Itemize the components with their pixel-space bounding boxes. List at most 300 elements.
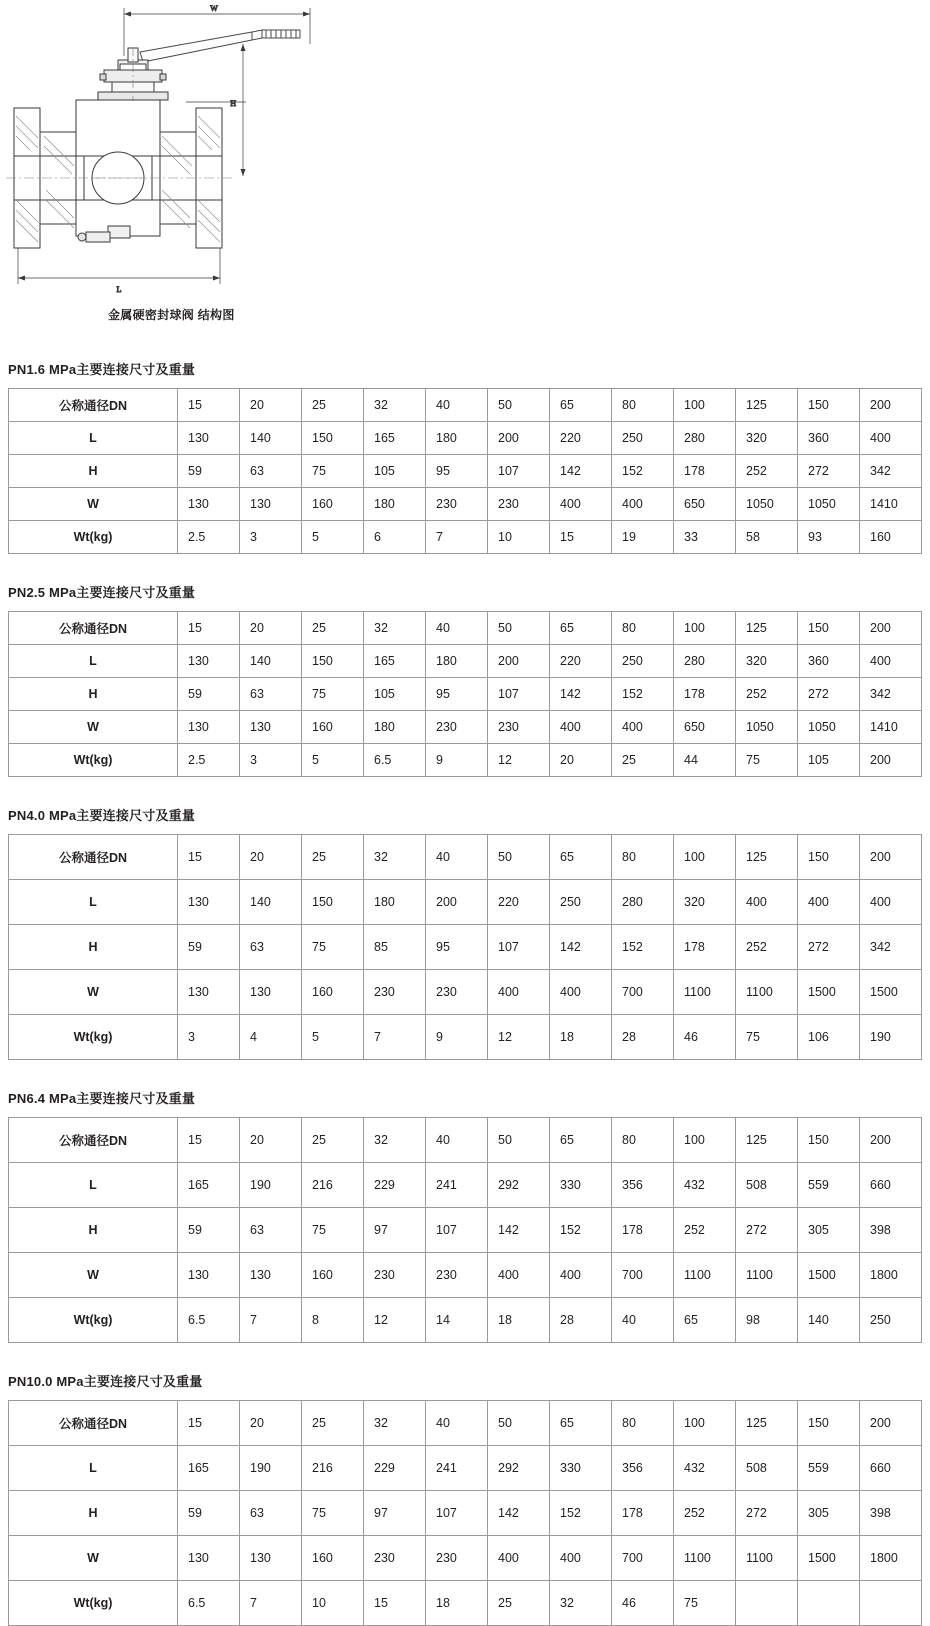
cell: 20 (240, 835, 302, 880)
row-label: W (9, 1536, 178, 1581)
row-label: W (9, 711, 178, 744)
table-row (9, 521, 922, 554)
cell: 140 (798, 1298, 860, 1343)
cell: 400 (860, 645, 922, 678)
cell: 32 (364, 1118, 426, 1163)
row-label: Wt(kg) (9, 744, 178, 777)
cell: 59 (178, 925, 240, 970)
cell: 1050 (736, 711, 798, 744)
cell: 65 (550, 835, 612, 880)
table-row (9, 645, 922, 678)
cell: 280 (612, 880, 674, 925)
cell: 40 (612, 1298, 674, 1343)
cell: 10 (302, 1581, 364, 1626)
cell: 40 (426, 389, 488, 422)
dimension-label-l: L (116, 285, 122, 294)
table-row (9, 925, 922, 970)
cell: 252 (736, 925, 798, 970)
cell: 272 (798, 455, 860, 488)
row-label: W (9, 488, 178, 521)
cell: 292 (488, 1163, 550, 1208)
cell: 200 (860, 612, 922, 645)
cell: 65 (550, 1401, 612, 1446)
cell: 200 (860, 835, 922, 880)
cell: 400 (550, 970, 612, 1015)
cell: 80 (612, 389, 674, 422)
cell: 200 (860, 1401, 922, 1446)
ball-valve-structure-drawing (0, 4, 400, 304)
cell: 1100 (736, 1536, 798, 1581)
cell: 320 (674, 880, 736, 925)
cell: 25 (302, 1401, 364, 1446)
cell: 20 (240, 389, 302, 422)
cell: 180 (364, 880, 426, 925)
cell: 200 (860, 389, 922, 422)
cell: 97 (364, 1491, 426, 1536)
cell: 559 (798, 1163, 860, 1208)
cell: 200 (426, 880, 488, 925)
cell: 160 (302, 970, 364, 1015)
cell: 400 (612, 711, 674, 744)
cell: 3 (240, 521, 302, 554)
cell: 178 (612, 1208, 674, 1253)
cell: 10 (488, 521, 550, 554)
cell: 46 (674, 1015, 736, 1060)
cell: 200 (860, 744, 922, 777)
table-row (9, 1581, 922, 1626)
cell: 150 (302, 645, 364, 678)
cell: 15 (364, 1581, 426, 1626)
cell: 142 (550, 925, 612, 970)
cell: 432 (674, 1163, 736, 1208)
cell: 50 (488, 389, 550, 422)
cell: 75 (736, 744, 798, 777)
cell (860, 1581, 922, 1626)
cell: 230 (426, 488, 488, 521)
cell: 230 (364, 1253, 426, 1298)
cell: 508 (736, 1446, 798, 1491)
cell: 130 (240, 711, 302, 744)
table-row (9, 880, 922, 925)
cell: 660 (860, 1446, 922, 1491)
dimension-label-h: H (230, 99, 236, 108)
cell: 142 (550, 678, 612, 711)
cell: 305 (798, 1208, 860, 1253)
cell: 400 (550, 488, 612, 521)
cell: 20 (240, 1401, 302, 1446)
cell: 1500 (860, 970, 922, 1015)
cell: 105 (798, 744, 860, 777)
table-row (9, 488, 922, 521)
valve-body (14, 100, 222, 248)
cell: 58 (736, 521, 798, 554)
cell: 241 (426, 1163, 488, 1208)
cell: 107 (488, 455, 550, 488)
cell: 252 (736, 455, 798, 488)
section-title-pn1-6: PN1.6 MPa主要连接尺寸及重量 (8, 362, 196, 377)
cell: 272 (798, 678, 860, 711)
cell: 80 (612, 1118, 674, 1163)
cell: 130 (178, 488, 240, 521)
row-label: L (9, 1446, 178, 1491)
row-label: Wt(kg) (9, 1298, 178, 1343)
table-row (9, 612, 922, 645)
cell: 330 (550, 1446, 612, 1491)
cell: 229 (364, 1163, 426, 1208)
cell: 1410 (860, 488, 922, 521)
cell: 432 (674, 1446, 736, 1491)
cell: 1050 (736, 488, 798, 521)
cell: 230 (488, 711, 550, 744)
cell: 100 (674, 389, 736, 422)
cell: 400 (612, 488, 674, 521)
cell: 25 (302, 835, 364, 880)
cell: 220 (550, 645, 612, 678)
cell: 12 (488, 744, 550, 777)
cell: 165 (364, 422, 426, 455)
cell: 33 (674, 521, 736, 554)
cell: 15 (178, 835, 240, 880)
figure-caption: 金属硬密封球阀 结构图 (108, 308, 235, 322)
table-row (9, 1163, 922, 1208)
cell: 400 (550, 1253, 612, 1298)
cell: 130 (240, 970, 302, 1015)
cell: 130 (178, 880, 240, 925)
cell: 160 (302, 1536, 364, 1581)
cell: 230 (364, 970, 426, 1015)
cell: 140 (240, 880, 302, 925)
cell: 125 (736, 1401, 798, 1446)
cell: 5 (302, 1015, 364, 1060)
cell: 98 (736, 1298, 798, 1343)
cell: 15 (178, 1118, 240, 1163)
cell: 280 (674, 645, 736, 678)
cell: 220 (488, 880, 550, 925)
section-title-pn6-4: PN6.4 MPa主要连接尺寸及重量 (8, 1091, 196, 1106)
cell: 12 (488, 1015, 550, 1060)
cell: 93 (798, 521, 860, 554)
cell: 216 (302, 1163, 364, 1208)
cell: 100 (674, 1118, 736, 1163)
cell: 15 (178, 612, 240, 645)
table-row (9, 389, 922, 422)
cell: 360 (798, 422, 860, 455)
cell: 1800 (860, 1536, 922, 1581)
cell: 59 (178, 678, 240, 711)
cell: 19 (612, 521, 674, 554)
cell: 40 (426, 1118, 488, 1163)
table-row (9, 835, 922, 880)
cell: 107 (426, 1491, 488, 1536)
cell: 200 (488, 645, 550, 678)
cell: 28 (612, 1015, 674, 1060)
cell: 250 (612, 422, 674, 455)
cell: 125 (736, 1118, 798, 1163)
cell: 80 (612, 612, 674, 645)
row-label: W (9, 970, 178, 1015)
cell: 252 (674, 1208, 736, 1253)
cell: 140 (240, 645, 302, 678)
cell: 63 (240, 925, 302, 970)
table-row (9, 744, 922, 777)
cell: 75 (674, 1581, 736, 1626)
cell: 15 (550, 521, 612, 554)
cell: 178 (612, 1491, 674, 1536)
cell: 75 (302, 1208, 364, 1253)
cell: 272 (736, 1208, 798, 1253)
cell: 342 (860, 455, 922, 488)
cell: 400 (736, 880, 798, 925)
table-row (9, 422, 922, 455)
cell: 40 (426, 1401, 488, 1446)
cell: 150 (798, 835, 860, 880)
cell: 400 (798, 880, 860, 925)
cell: 142 (488, 1208, 550, 1253)
spec-table-pn10-0 (8, 1400, 922, 1626)
cell: 250 (550, 880, 612, 925)
cell: 150 (798, 1401, 860, 1446)
cell: 180 (364, 711, 426, 744)
cell: 1100 (736, 1253, 798, 1298)
cell: 50 (488, 1401, 550, 1446)
cell: 400 (860, 880, 922, 925)
cell: 44 (674, 744, 736, 777)
cell: 160 (302, 488, 364, 521)
table-row (9, 1401, 922, 1446)
cell: 97 (364, 1208, 426, 1253)
row-label: H (9, 1491, 178, 1536)
cell: 230 (426, 970, 488, 1015)
cell: 7 (426, 521, 488, 554)
cell: 130 (178, 970, 240, 1015)
cell: 75 (302, 925, 364, 970)
cell: 1500 (798, 970, 860, 1015)
cell: 125 (736, 612, 798, 645)
valve-drawing-figure (0, 0, 930, 325)
cell: 32 (364, 835, 426, 880)
cell: 8 (302, 1298, 364, 1343)
cell: 125 (736, 389, 798, 422)
cell: 230 (364, 1536, 426, 1581)
row-label: 公称通径DN (9, 1401, 178, 1446)
cell: 342 (860, 925, 922, 970)
cell: 65 (550, 612, 612, 645)
cell: 398 (860, 1208, 922, 1253)
cell: 320 (736, 645, 798, 678)
cell: 130 (178, 645, 240, 678)
cell: 32 (550, 1581, 612, 1626)
table-row (9, 678, 922, 711)
cell: 18 (550, 1015, 612, 1060)
row-label: 公称通径DN (9, 1118, 178, 1163)
cell: 200 (860, 1118, 922, 1163)
cell: 190 (860, 1015, 922, 1060)
cell: 20 (550, 744, 612, 777)
cell: 80 (612, 1401, 674, 1446)
cell: 95 (426, 925, 488, 970)
cell: 63 (240, 455, 302, 488)
cell: 150 (798, 389, 860, 422)
cell: 63 (240, 1208, 302, 1253)
cell: 130 (240, 488, 302, 521)
row-label: L (9, 645, 178, 678)
cell: 100 (674, 612, 736, 645)
cell: 14 (426, 1298, 488, 1343)
cell: 1100 (674, 970, 736, 1015)
cell: 400 (550, 1536, 612, 1581)
cell: 660 (860, 1163, 922, 1208)
cell: 106 (798, 1015, 860, 1060)
dimension-label-w: W (210, 4, 218, 13)
cell: 400 (860, 422, 922, 455)
cell: 700 (612, 1253, 674, 1298)
table-row (9, 1536, 922, 1581)
cell: 305 (798, 1491, 860, 1536)
cell: 32 (364, 1401, 426, 1446)
cell: 7 (364, 1015, 426, 1060)
row-label: 公称通径DN (9, 612, 178, 645)
cell: 1050 (798, 488, 860, 521)
cell: 250 (860, 1298, 922, 1343)
cell: 356 (612, 1163, 674, 1208)
cell: 130 (178, 1536, 240, 1581)
cell: 40 (426, 835, 488, 880)
cell: 1100 (736, 970, 798, 1015)
row-label: H (9, 455, 178, 488)
cell: 165 (178, 1163, 240, 1208)
cell: 100 (674, 835, 736, 880)
cell: 5 (302, 521, 364, 554)
row-label: 公称通径DN (9, 835, 178, 880)
cell: 180 (364, 488, 426, 521)
cell: 65 (550, 1118, 612, 1163)
spec-table-pn6-4 (8, 1117, 922, 1343)
cell: 46 (612, 1581, 674, 1626)
cell: 559 (798, 1446, 860, 1491)
cell: 25 (302, 389, 364, 422)
cell: 130 (240, 1536, 302, 1581)
cell: 280 (674, 422, 736, 455)
cell: 59 (178, 1208, 240, 1253)
cell: 178 (674, 925, 736, 970)
cell: 342 (860, 678, 922, 711)
spec-table-pn2-5 (8, 611, 922, 777)
cell: 200 (488, 422, 550, 455)
table-row (9, 455, 922, 488)
cell: 160 (302, 1253, 364, 1298)
cell: 130 (178, 422, 240, 455)
table-row (9, 1491, 922, 1536)
cell: 50 (488, 612, 550, 645)
row-label: Wt(kg) (9, 521, 178, 554)
table-row (9, 1446, 922, 1491)
cell: 2.5 (178, 744, 240, 777)
cell: 100 (674, 1401, 736, 1446)
cell: 165 (364, 645, 426, 678)
cell: 400 (488, 1253, 550, 1298)
cell: 3 (178, 1015, 240, 1060)
cell: 650 (674, 711, 736, 744)
cell: 9 (426, 1015, 488, 1060)
cell: 330 (550, 1163, 612, 1208)
row-label: Wt(kg) (9, 1581, 178, 1626)
row-label: Wt(kg) (9, 1015, 178, 1060)
cell: 152 (612, 455, 674, 488)
spec-sections (0, 359, 930, 1626)
cell: 25 (612, 744, 674, 777)
cell: 25 (302, 612, 364, 645)
cell: 220 (550, 422, 612, 455)
cell: 152 (612, 678, 674, 711)
table-row (9, 711, 922, 744)
cell: 1050 (798, 711, 860, 744)
cell: 1100 (674, 1253, 736, 1298)
valve-handle (140, 30, 300, 62)
cell: 130 (178, 711, 240, 744)
cell: 178 (674, 678, 736, 711)
cell: 160 (860, 521, 922, 554)
cell: 150 (302, 422, 364, 455)
row-label: H (9, 678, 178, 711)
cell: 150 (302, 880, 364, 925)
cell: 12 (364, 1298, 426, 1343)
row-label: L (9, 880, 178, 925)
cell: 63 (240, 1491, 302, 1536)
cell: 1410 (860, 711, 922, 744)
cell: 6.5 (178, 1581, 240, 1626)
cell: 230 (426, 711, 488, 744)
cell: 150 (798, 612, 860, 645)
section-title-pn2-5: PN2.5 MPa主要连接尺寸及重量 (8, 585, 196, 600)
cell: 700 (612, 970, 674, 1015)
cell: 15 (178, 389, 240, 422)
cell: 32 (364, 389, 426, 422)
cell: 107 (488, 678, 550, 711)
row-label: 公称通径DN (9, 389, 178, 422)
cell: 152 (550, 1208, 612, 1253)
cell: 320 (736, 422, 798, 455)
cell: 398 (860, 1491, 922, 1536)
spec-table-pn1-6 (8, 388, 922, 554)
dimension-l (18, 248, 220, 284)
cell: 107 (426, 1208, 488, 1253)
cell: 650 (674, 488, 736, 521)
cell: 272 (798, 925, 860, 970)
cell: 230 (426, 1536, 488, 1581)
cell: 4 (240, 1015, 302, 1060)
cell: 130 (240, 1253, 302, 1298)
row-label: L (9, 422, 178, 455)
cell: 230 (488, 488, 550, 521)
row-label: H (9, 1208, 178, 1253)
spec-table-pn4-0 (8, 834, 922, 1060)
cell: 65 (550, 389, 612, 422)
cell: 20 (240, 1118, 302, 1163)
cell: 105 (364, 678, 426, 711)
cell: 59 (178, 455, 240, 488)
cell: 7 (240, 1581, 302, 1626)
cell: 190 (240, 1446, 302, 1491)
cell: 400 (488, 1536, 550, 1581)
cell: 65 (674, 1298, 736, 1343)
cell: 230 (426, 1253, 488, 1298)
cell: 50 (488, 1118, 550, 1163)
cell: 75 (302, 1491, 364, 1536)
cell: 1500 (798, 1253, 860, 1298)
cell: 292 (488, 1446, 550, 1491)
cell: 150 (798, 1118, 860, 1163)
cell: 241 (426, 1446, 488, 1491)
